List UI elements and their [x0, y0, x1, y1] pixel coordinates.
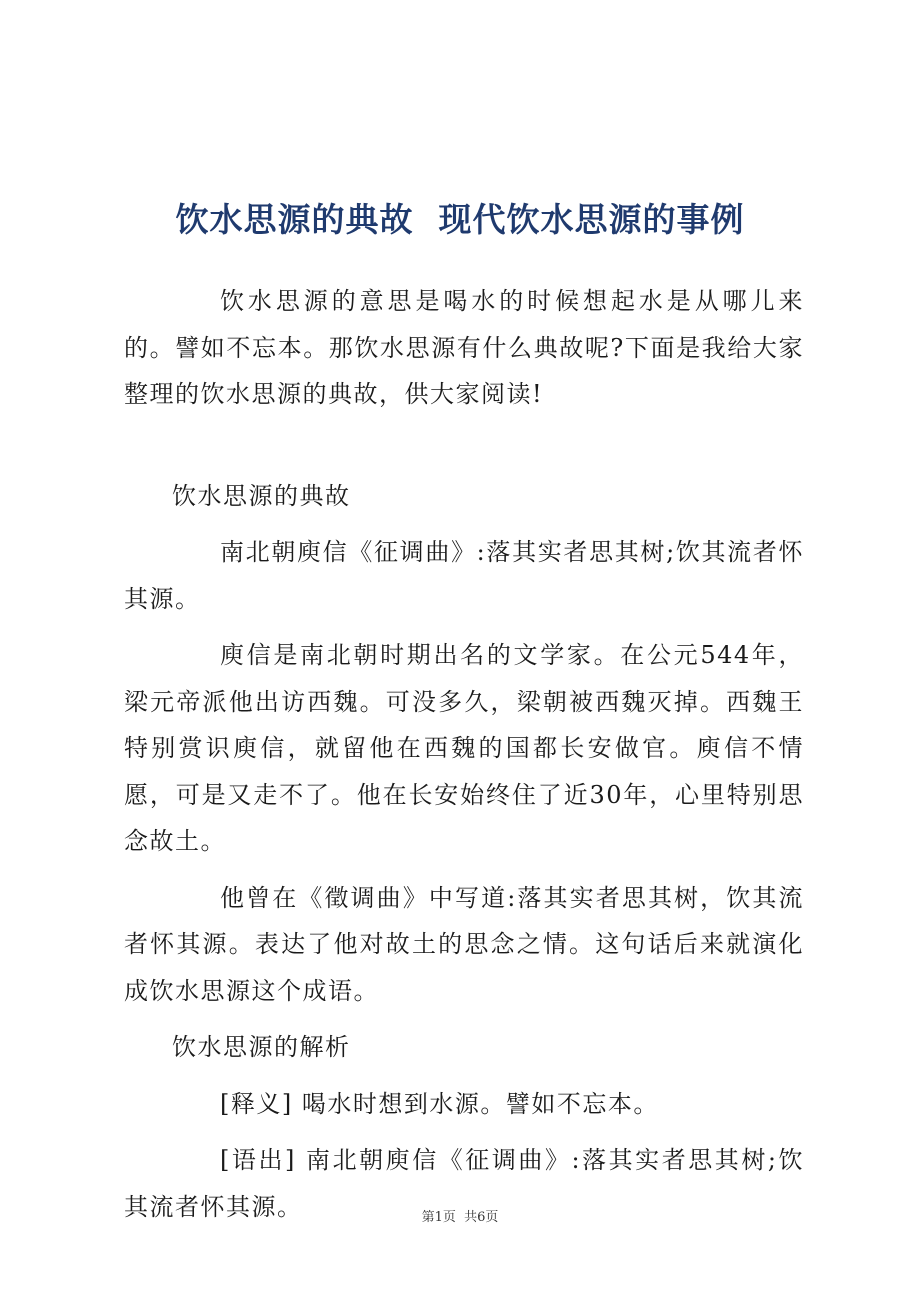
section-heading-analysis: 饮水思源的解析 — [172, 1033, 351, 1061]
paragraph: [释义] 喝水时想到水源。譬如不忘本。 — [220, 1089, 659, 1118]
document-body — [124, 278, 804, 1230]
spacer — [124, 1127, 804, 1137]
paragraph: 庾信是南北朝时期出名的文学家。在公元544年，梁元帝派他出访西魏。可没多久，梁朝被西魏灭掉。西魏王特别赏识庾信，就留他在西魏的国都长安做官。庾信不情愿，可是又走不了。他在长安始终住了近30年，心里特别思念故土。 — [124, 641, 804, 855]
intro-paragraph: 饮水思源的意思是喝水的时候想起水是从哪儿来的。譬如不忘本。那饮水思源有什么典故呢?下面是我给大家整理的饮水思源的典故，供大家阅读! — [124, 287, 804, 408]
page-number-footer: 第1页 共6页 — [421, 1210, 499, 1225]
spacer — [124, 418, 804, 473]
paragraph: 他曾在《徵调曲》中写道:落其实者思其树，饮其流者怀其源。表达了他对故土的思念之情。这句话后来就演化成饮水思源这个成语。 — [124, 883, 804, 1005]
spacer — [124, 1014, 804, 1024]
spacer — [124, 519, 804, 529]
page-title: 饮水思源的典故 现代饮水思源的事例 — [175, 200, 745, 239]
section-heading-origin: 饮水思源的典故 — [172, 481, 351, 510]
paragraph: 南北朝庾信《征调曲》:落其实者思其树;饮其流者怀其源。 — [124, 538, 804, 613]
spacer — [124, 1071, 804, 1081]
spacer — [124, 865, 804, 875]
spacer — [124, 622, 804, 632]
paragraph: [语出] 南北朝庾信《征调曲》:落其实者思其树;饮其流者怀其源。 — [124, 1146, 804, 1221]
